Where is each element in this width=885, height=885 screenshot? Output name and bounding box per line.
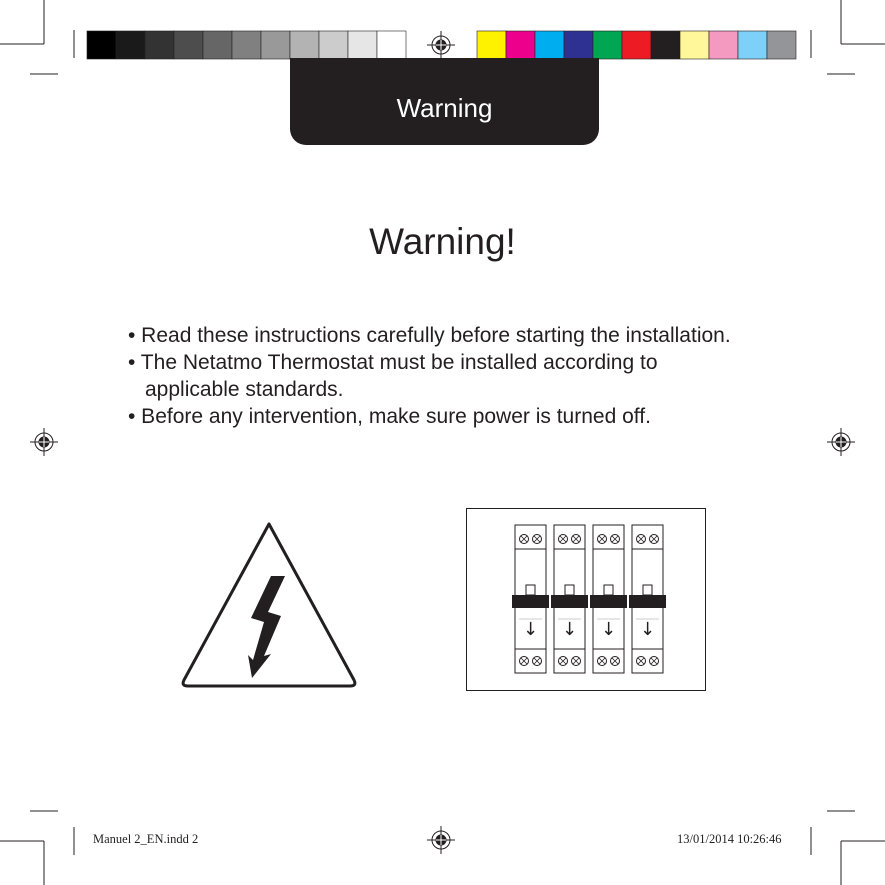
section-tab-label: Warning: [396, 93, 493, 123]
color-swatch: [290, 31, 319, 59]
color-swatch: [651, 31, 680, 59]
color-swatch: [261, 31, 290, 59]
color-swatch: [622, 31, 651, 59]
color-swatch: [87, 31, 116, 59]
color-swatch: [116, 31, 145, 59]
color-swatch: [477, 31, 506, 59]
registration-mark-bottom: [427, 826, 455, 854]
breaker-off-arrow-icon: ↓: [561, 619, 578, 640]
color-swatch: [377, 31, 406, 59]
breaker-module: [590, 525, 627, 673]
color-swatch: [348, 31, 377, 59]
color-swatch: [203, 31, 232, 59]
gray-color-bar: [87, 31, 406, 59]
color-swatch: [709, 31, 738, 59]
registration-mark-top: [427, 31, 455, 59]
color-swatch: [680, 31, 709, 59]
page-title: Warning!: [369, 221, 516, 262]
breaker-off-arrow-icon: ↓: [522, 619, 539, 640]
color-swatch: [174, 31, 203, 59]
color-swatch: [593, 31, 622, 59]
slug-file-name: Manuel 2_EN.indd 2: [93, 832, 199, 846]
circuit-breaker-panel-icon: [466, 508, 706, 691]
list-item: • Read these instructions carefully before starting the installation.: [128, 324, 731, 347]
list-item-continuation: applicable standards.: [145, 378, 344, 401]
color-swatch: [319, 31, 348, 59]
list-item: • Before any intervention, make sure power is turned off.: [128, 405, 651, 428]
slug-timestamp: 13/01/2014 10:26:46: [677, 832, 782, 846]
registration-mark-right: [827, 428, 855, 456]
color-swatch: [564, 31, 593, 59]
color-swatch: [145, 31, 174, 59]
breaker-module: [629, 525, 666, 673]
color-swatch: [767, 31, 796, 59]
high-voltage-warning-icon: [178, 518, 360, 690]
breaker-module: [512, 525, 549, 673]
color-swatch: [506, 31, 535, 59]
color-swatch: [232, 31, 261, 59]
breaker-off-arrow-icon: ↓: [600, 619, 617, 640]
breaker-off-arrow-icon: ↓: [639, 619, 656, 640]
color-swatch: [738, 31, 767, 59]
list-item: • The Netatmo Thermostat must be installed according to: [128, 351, 658, 374]
color-swatch: [535, 31, 564, 59]
registration-mark-left: [30, 428, 58, 456]
process-color-bar: [477, 31, 796, 59]
breaker-module: [551, 525, 588, 673]
warning-list: [128, 322, 768, 430]
